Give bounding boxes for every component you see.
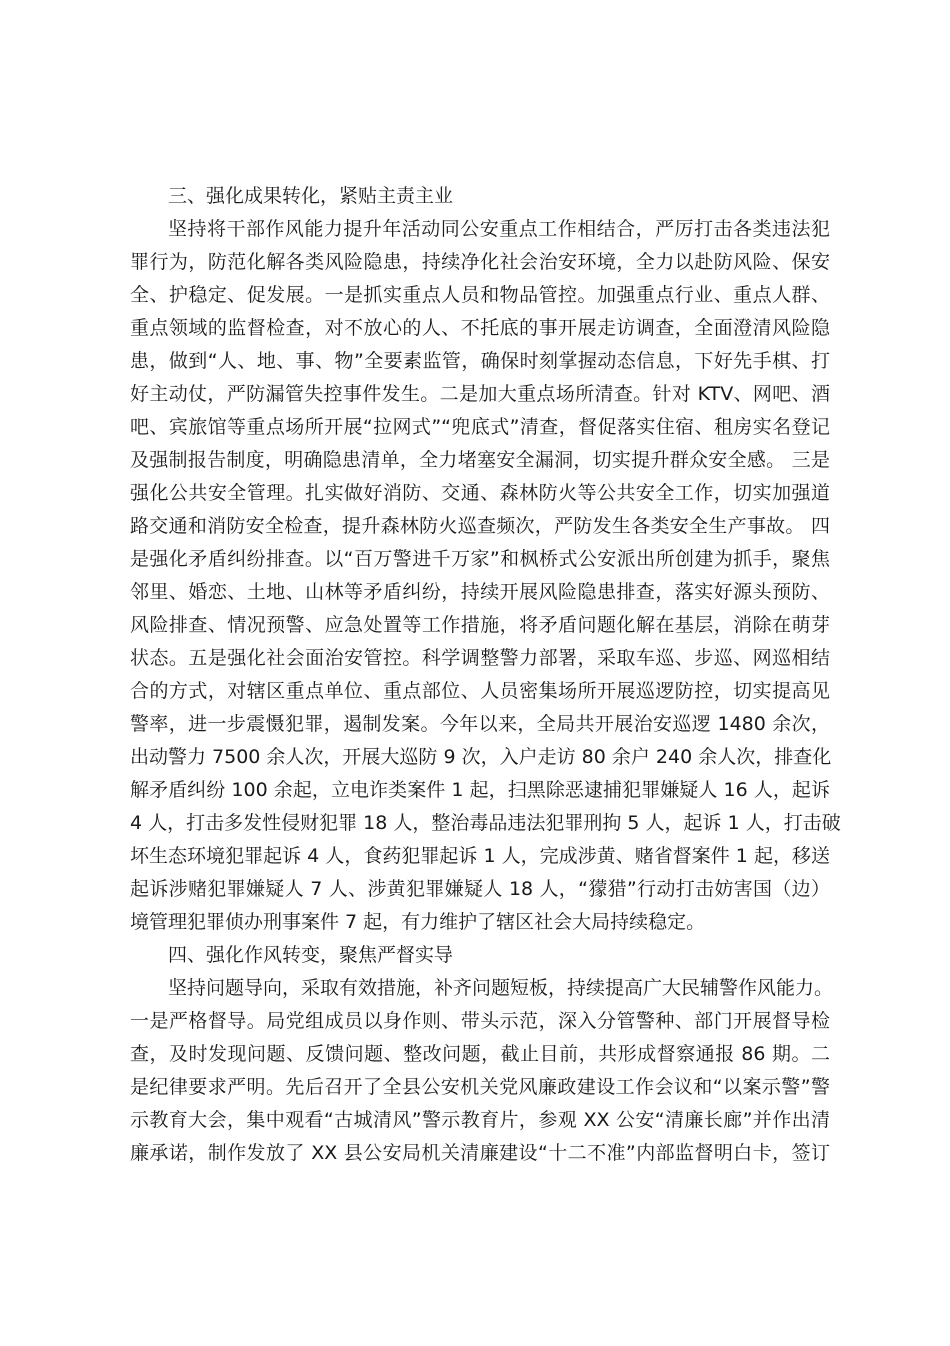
paragraph-line: 罪行为，防范化解各类风险隐患，持续净化社会治安环境，全力以赴防风险、保安 (130, 251, 830, 273)
section-paragraph-3 (130, 213, 841, 939)
paragraph-line: 是强化矛盾纠纷排查。以“百万警进千万家”和枫桥式公安派出所创建为抓手，聚焦 (130, 548, 830, 570)
paragraph-line: 出动警力 7500 余人次，开展大巡防 9 次，入户走访 80 余户 240 余人次，排查化 (130, 746, 832, 768)
paragraph-line: 强化公共安全管理。扎实做好消防、交通、森林防火等公共安全工作，切实加强道 (130, 482, 830, 504)
paragraph-line: 起诉涉赌犯罪嫌疑人 7 人、涉黄犯罪嫌疑人 18 人，“獴猎”行动打击妨害国（边） (130, 878, 830, 900)
paragraph-line: 解矛盾纠纷 100 余起，立电诈类案件 1 起，扫黑除恶逮捕犯罪嫌疑人 16 人，起诉 (130, 779, 830, 801)
paragraph-line: 全、护稳定、促发展。一是抓实重点人员和物品管控。加强重点行业、重点人群、 (130, 284, 830, 306)
paragraph-line: 吧、宾旅馆等重点场所开展“拉网式”“兜底式”清查，督促落实住宿、租房实名登记 (130, 416, 830, 438)
paragraph-line: 路交通和消防安全检查，提升森林防火巡查频次，严防发生各类安全生产事故。 四 (130, 515, 830, 537)
paragraph-line: 境管理犯罪侦办刑事案件 7 起，有力维护了辖区社会大局持续稳定。 (130, 911, 706, 933)
paragraph-line: 重点领域的监督检查，对不放心的人、不托底的事开展走访调查，全面澄清风险隐 (130, 317, 830, 339)
paragraph-line: 是纪律要求严明。先后召开了全县公安机关党风廉政建设工作会议和“以案示警”警 (130, 1076, 830, 1098)
paragraph-line: 廉承诺，制作发放了 XX 县公安局机关清廉建设“十二不准”内部监督明白卡，签订 (130, 1142, 830, 1164)
paragraph-line: 坏生态环境犯罪起诉 4 人，食药犯罪起诉 1 人，完成涉黄、赌省督案件 1 起，移送 (130, 845, 830, 867)
paragraph-line: 合的方式，对辖区重点单位、重点部位、人员密集场所开展巡逻防控，切实提高见 (130, 680, 830, 702)
paragraph-line: 坚持问题导向，采取有效措施，补齐问题短板，持续提高广大民辅警作风能力。 (168, 977, 834, 999)
paragraph-line: 警率，进一步震慑犯罪，遏制发案。今年以来，全局共开展治安巡逻 1480 余次， (130, 713, 830, 735)
paragraph-line: 及强制报告制度，明确隐患清单，全力堵塞安全漏洞，切实提升群众安全感。 三是 (130, 449, 830, 471)
document-page (130, 180, 841, 1170)
section-heading-4: 四、强化作风转变，聚焦严督实导 (168, 944, 454, 966)
paragraph-line: 查，及时发现问题、反馈问题、整改问题，截止目前，共形成督察通报 86 期。二 (130, 1043, 830, 1065)
paragraph-line: 患，做到“人、地、事、物”全要素监管，确保时刻掌握动态信息，下好先手棋、打 (130, 350, 830, 372)
paragraph-line: 邻里、婚恋、土地、山林等矛盾纠纷，持续开展风险隐患排查，落实好源头预防、 (130, 581, 830, 603)
section-heading-3: 三、强化成果转化，紧贴主责主业 (168, 185, 454, 207)
paragraph-line: 一是严格督导。局党组成员以身作则、带头示范，深入分管警种、部门开展督导检 (130, 1010, 830, 1032)
section-paragraph-4 (130, 972, 834, 1170)
paragraph-line: 4 人，打击多发性侵财犯罪 18 人，整治毒品违法犯罪刑拘 5 人，起诉 1 人，打击破 (130, 812, 841, 834)
paragraph-line: 示教育大会，集中观看“古城清风”警示教育片，参观 XX 公安“清廉长廊”并作出清 (130, 1109, 830, 1131)
paragraph-line: 好主动仗，严防漏管失控事件发生。二是加大重点场所清查。针对 KTV、网吧、酒 (130, 383, 830, 405)
paragraph-line: 坚持将干部作风能力提升年活动同公安重点工作相结合，严厉打击各类违法犯 (168, 218, 830, 240)
paragraph-line: 风险排查、情况预警、应急处置等工作措施，将矛盾问题化解在基层，消除在萌芽 (130, 614, 830, 636)
paragraph-line: 状态。五是强化社会面治安管控。科学调整警力部署，采取车巡、步巡、网巡相结 (130, 647, 830, 669)
